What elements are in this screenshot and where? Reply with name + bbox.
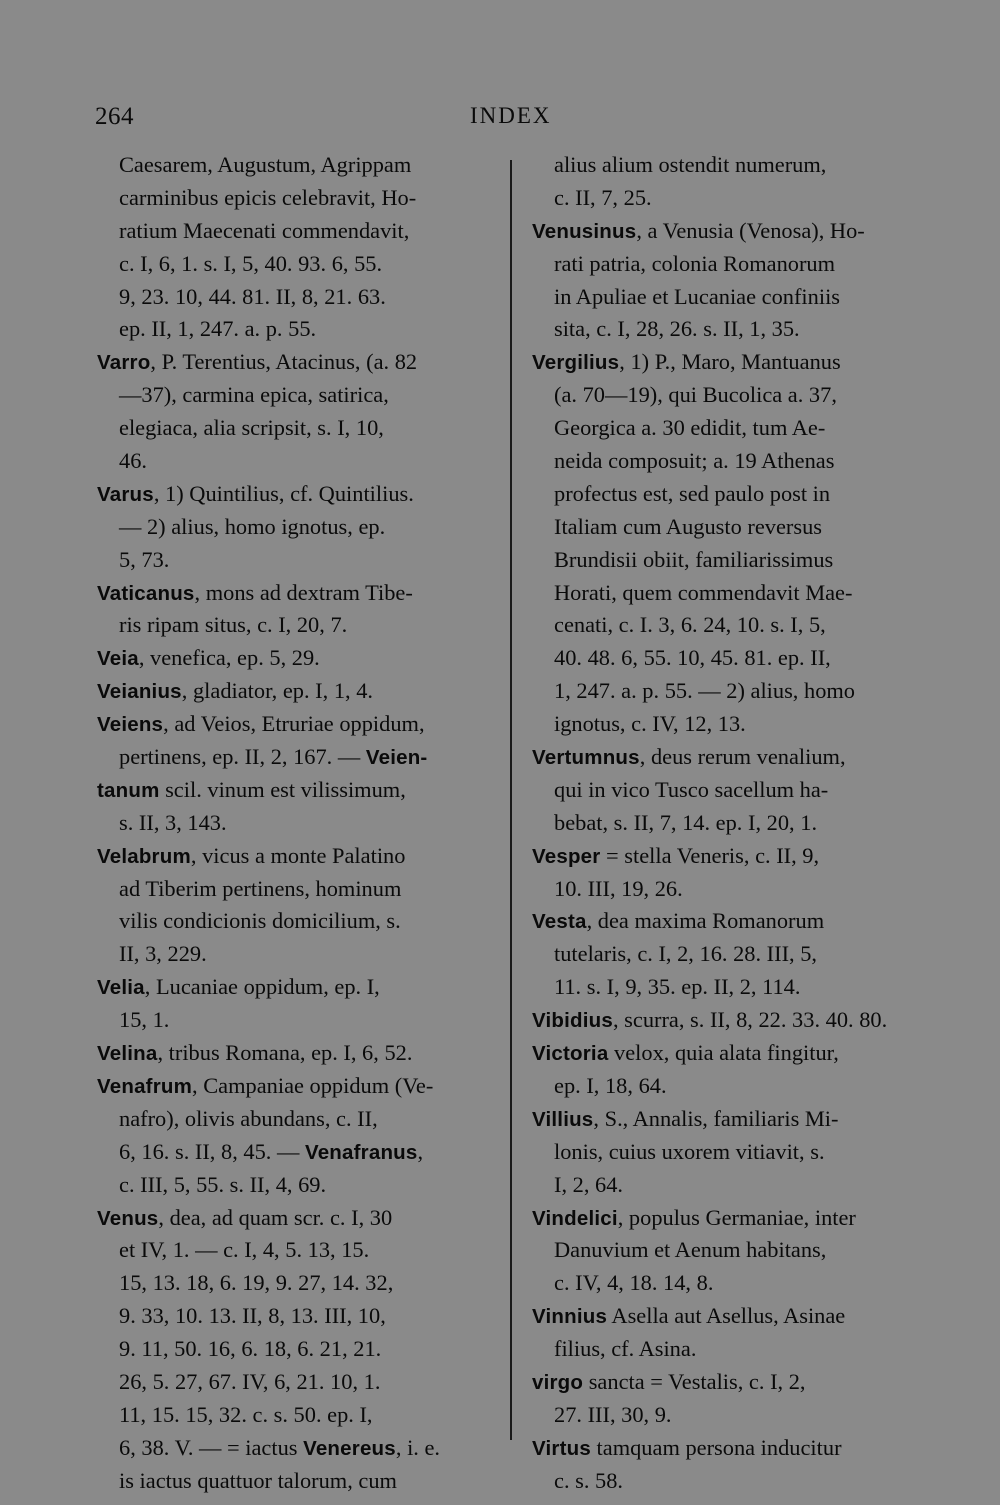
- entry-text: 40. 48. 6, 55. 10, 45. 81. ep. II,: [554, 645, 831, 671]
- entry-text: , 1) P., Maro, Mantuanus: [619, 349, 841, 375]
- index-continuation-line: [532, 708, 924, 741]
- entry-text: ep. I, 18, 64.: [554, 1072, 667, 1098]
- entry-text: 9. 33, 10. 13. II, 8, 13. III, 10,: [119, 1303, 386, 1329]
- entry-text: , Campaniae oppidum (Ve-: [192, 1072, 434, 1098]
- entry-text: , venefica, ep. 5, 29.: [138, 645, 320, 671]
- index-continuation-line: [532, 182, 924, 215]
- index-entry-line: [97, 1070, 489, 1103]
- index-continuation-line: [532, 1070, 924, 1103]
- entry-text: ep. II, 1, 247. a. p. 55.: [119, 316, 317, 342]
- index-continuation-line: [532, 774, 924, 807]
- entry-text: , scurra, s. II, 8, 22. 33. 40. 80.: [612, 1007, 888, 1033]
- index-continuation-line: [532, 1267, 924, 1300]
- index-entry-line: [97, 971, 489, 1004]
- entry-text: —37), carmina epica, satirica,: [119, 382, 389, 408]
- index-entry-line: [97, 675, 489, 708]
- entry-text: 6, 16. s. II, 8, 45. —: [119, 1138, 305, 1164]
- entry-text: lonis, cuius uxorem vitiavit, s.: [554, 1138, 825, 1164]
- entry-text: pertinens, ep. II, 2, 167. —: [119, 744, 366, 770]
- entry-text: Asella aut Asellus, Asinae: [607, 1303, 846, 1329]
- entry-text: , P. Terentius, Atacinus, (a. 82: [150, 349, 418, 375]
- index-continuation-line: [532, 1234, 924, 1267]
- entry-text: ratium Maecenati commendavit,: [119, 217, 410, 243]
- index-continuation-line: [97, 248, 489, 281]
- entry-text: Caesarem, Augustum, Agrippam: [119, 152, 412, 177]
- index-entry-line: [97, 708, 489, 741]
- index-headword: Villius: [532, 1107, 594, 1131]
- page-number: 264: [95, 103, 134, 130]
- entry-text: 6, 38. V. — = iactus: [119, 1434, 304, 1460]
- index-continuation-line: [97, 544, 489, 577]
- index-continuation-line: [532, 313, 924, 346]
- index-entry-line: [97, 642, 489, 675]
- entry-text: vilis condicionis domicilium, s.: [119, 908, 401, 934]
- entry-text: nafro), olivis abundans, c. II,: [119, 1105, 378, 1131]
- index-headword: Venusinus: [532, 219, 637, 243]
- index-headword: Venus: [97, 1206, 159, 1230]
- index-entry-line: [97, 478, 489, 511]
- entry-text: = stella Veneris, c. II, 9,: [600, 842, 820, 868]
- right-column: [532, 149, 924, 1498]
- entry-text: scil. vinum est vilissimum,: [159, 776, 406, 802]
- index-headword: Venereus: [303, 1436, 396, 1460]
- index-continuation-line: [97, 412, 489, 445]
- running-head: INDEX: [470, 103, 552, 128]
- index-headword: tanum: [97, 778, 160, 802]
- index-entry-line: [532, 1432, 924, 1465]
- index-headword: Veiens: [97, 713, 164, 737]
- index-continuation-line: [532, 511, 924, 544]
- index-continuation-line: [532, 149, 924, 182]
- entry-text: 9, 23. 10, 44. 81. II, 8, 21. 63.: [119, 283, 386, 309]
- index-entry-line: [532, 1004, 924, 1037]
- entry-text: et IV, 1. — c. I, 4, 5. 13, 15.: [119, 1237, 370, 1263]
- entry-text: 11, 15. 15, 32. c. s. 50. ep. I,: [119, 1401, 373, 1427]
- index-continuation-line: [97, 511, 489, 544]
- page-header: [0, 103, 1000, 143]
- index-headword: Veianius: [97, 680, 182, 704]
- index-headword: Venafrum: [97, 1074, 193, 1098]
- entry-text: , vicus a monte Palatino: [190, 842, 406, 868]
- index-continuation-line: [532, 642, 924, 675]
- entry-text: Brundisii obiit, familiarissimus: [554, 546, 834, 572]
- entry-text: ignotus, c. IV, 12, 13.: [554, 711, 746, 737]
- column-divider: [510, 160, 512, 1440]
- index-headword: Velina: [97, 1042, 158, 1066]
- entry-text: , mons ad dextram Tibe-: [194, 579, 413, 605]
- index-entry-line: [97, 774, 489, 807]
- index-entry-line: [532, 840, 924, 873]
- index-entry-line: [97, 840, 489, 873]
- index-headword: Veia: [97, 647, 139, 671]
- index-headword: Vibidius: [532, 1009, 613, 1033]
- index-continuation-line: [532, 1136, 924, 1169]
- index-headword: Veien-: [365, 746, 428, 770]
- index-continuation-line: [532, 445, 924, 478]
- index-continuation-line: [97, 379, 489, 412]
- entry-text: tutelaris, c. I, 2, 16. 28. III, 5,: [554, 941, 818, 967]
- entry-text: 9. 11, 50. 16, 6. 18, 6. 21, 21.: [119, 1336, 382, 1362]
- index-headword: Virtus: [532, 1436, 591, 1460]
- entry-text: 15, 1.: [119, 1007, 170, 1033]
- index-continuation-line: [97, 938, 489, 971]
- index-continuation-line: [532, 971, 924, 1004]
- index-continuation-line: [532, 478, 924, 511]
- entry-text: , gladiator, ep. I, 1, 4.: [181, 678, 374, 704]
- index-continuation-line: [97, 1432, 489, 1465]
- entry-text: rati patria, colonia Romanorum: [554, 250, 836, 276]
- entry-text: ad Tiberim pertinens, hominum: [119, 875, 402, 901]
- entry-text: 1, 247. a. p. 55. — 2) alius, homo: [554, 678, 856, 704]
- entry-text: ris ripam situs, c. I, 20, 7.: [119, 612, 348, 638]
- index-continuation-line: [532, 1399, 924, 1432]
- entry-text: c. IV, 4, 18. 14, 8.: [554, 1270, 714, 1296]
- index-entry-line: [532, 1300, 924, 1333]
- index-entry-line: [532, 1103, 924, 1136]
- index-continuation-line: [97, 873, 489, 906]
- entry-text: ,: [417, 1138, 424, 1164]
- entry-text: — 2) alius, homo ignotus, ep.: [119, 513, 386, 539]
- index-entry-line: [532, 1366, 924, 1399]
- index-continuation-line: [97, 1103, 489, 1136]
- index-headword: virgo: [532, 1370, 584, 1394]
- entry-text: , Lucaniae oppidum, ep. I,: [144, 974, 380, 1000]
- entry-text: I, 2, 64.: [554, 1171, 624, 1197]
- index-continuation-line: [97, 182, 489, 215]
- index-continuation-line: [532, 544, 924, 577]
- index-headword: Vertumnus: [532, 746, 640, 770]
- index-headword: Varus: [97, 482, 154, 506]
- index-headword: Vinnius: [532, 1305, 608, 1329]
- index-continuation-line: [532, 675, 924, 708]
- index-continuation-line: [97, 1366, 489, 1399]
- index-continuation-line: [532, 609, 924, 642]
- entry-text: c. II, 7, 25.: [554, 184, 652, 210]
- index-headword: Velabrum: [97, 844, 191, 868]
- entry-text: sancta = Vestalis, c. I, 2,: [583, 1368, 806, 1394]
- entry-text: , i. e.: [395, 1434, 441, 1460]
- entry-text: Georgica a. 30 edidit, tum Ae-: [554, 415, 826, 441]
- entry-text: (a. 70—19), qui Bucolica a. 37,: [554, 382, 837, 408]
- entry-text: velox, quia alata fingitur,: [608, 1040, 839, 1066]
- entry-text: c. III, 5, 55. s. II, 4, 69.: [119, 1171, 327, 1197]
- entry-text: 26, 5. 27, 67. IV, 6, 21. 10, 1.: [119, 1368, 381, 1394]
- index-continuation-line: [532, 379, 924, 412]
- left-column: [97, 149, 489, 1498]
- entry-text: s. II, 3, 143.: [119, 809, 227, 835]
- entry-text: bebat, s. II, 7, 14. ep. I, 20, 1.: [554, 809, 818, 835]
- entry-text: filius, cf. Asina.: [554, 1336, 697, 1362]
- index-headword: Vaticanus: [97, 581, 195, 605]
- entry-text: , 1) Quintilius, cf. Quintilius.: [153, 480, 414, 506]
- index-continuation-line: [97, 313, 489, 346]
- index-continuation-line: [97, 905, 489, 938]
- entry-text: neida composuit; a. 19 Athenas: [554, 448, 835, 474]
- index-continuation-line: [97, 1234, 489, 1267]
- index-continuation-line: [97, 1399, 489, 1432]
- index-continuation-line: [532, 577, 924, 610]
- entry-text: 15, 13. 18, 6. 19, 9. 27, 14. 32,: [119, 1270, 394, 1296]
- entry-text: , tribus Romana, ep. I, 6, 52.: [157, 1040, 413, 1066]
- index-continuation-line: [97, 445, 489, 478]
- index-continuation-line: [532, 281, 924, 314]
- index-headword: Vergilius: [532, 351, 620, 375]
- index-entry-line: [532, 1037, 924, 1070]
- entry-text: 11. s. I, 9, 35. ep. II, 2, 114.: [554, 974, 801, 1000]
- index-entry-line: [97, 1202, 489, 1235]
- index-continuation-line: [97, 1333, 489, 1366]
- entry-text: is iactus quattuor talorum, cum: [119, 1467, 397, 1493]
- index-continuation-line: [97, 1004, 489, 1037]
- index-headword: Velia: [97, 976, 145, 1000]
- entry-text: elegiaca, alia scripsit, s. I, 10,: [119, 415, 384, 441]
- index-entry-line: [532, 1202, 924, 1235]
- index-continuation-line: [532, 873, 924, 906]
- index-continuation-line: [532, 412, 924, 445]
- entry-text: alius alium ostendit numerum,: [554, 152, 827, 177]
- index-entry-line: [532, 905, 924, 938]
- entry-text: in Apuliae et Lucaniae confiniis: [554, 283, 841, 309]
- entry-text: tamquam persona inducitur: [590, 1434, 842, 1460]
- entry-text: sita, c. I, 28, 26. s. II, 1, 35.: [554, 316, 800, 342]
- index-entry-line: [532, 346, 924, 379]
- entry-text: cenati, c. I. 3, 6. 24, 10. s. I, 5,: [554, 612, 826, 638]
- index-continuation-line: [97, 281, 489, 314]
- entry-text: Italiam cum Augusto reversus: [554, 513, 823, 539]
- index-entry-line: [97, 1037, 489, 1070]
- entry-text: II, 3, 229.: [119, 941, 207, 967]
- index-continuation-line: [532, 807, 924, 840]
- entry-text: 5, 73.: [119, 546, 170, 572]
- index-continuation-line: [97, 609, 489, 642]
- entry-text: , dea maxima Romanorum: [586, 908, 825, 934]
- entry-text: c. s. 58.: [554, 1467, 624, 1493]
- entry-text: 46.: [119, 448, 147, 474]
- index-continuation-line: [97, 741, 489, 774]
- entry-text: 10. III, 19, 26.: [554, 875, 683, 901]
- index-continuation-line: [97, 1169, 489, 1202]
- entry-text: , populus Germaniae, inter: [617, 1204, 856, 1230]
- index-headword: Vesta: [532, 910, 587, 934]
- index-continuation-line: [97, 807, 489, 840]
- index-headword: Venafranus: [304, 1140, 418, 1164]
- index-continuation-line: [97, 1300, 489, 1333]
- index-continuation-line: [97, 215, 489, 248]
- index-continuation-line: [532, 248, 924, 281]
- index-headword: Victoria: [532, 1042, 609, 1066]
- entry-text: , S., Annalis, familiaris Mi-: [593, 1105, 839, 1131]
- index-headword: Vindelici: [532, 1206, 618, 1230]
- index-entry-line: [97, 577, 489, 610]
- entry-text: qui in vico Tusco sacellum ha-: [554, 776, 829, 802]
- index-continuation-line: [532, 1333, 924, 1366]
- entry-text: , dea, ad quam scr. c. I, 30: [158, 1204, 393, 1230]
- entry-text: profectus est, sed paulo post in: [554, 480, 831, 506]
- index-continuation-line: [532, 1465, 924, 1498]
- index-headword: Varro: [97, 351, 151, 375]
- entry-text: Horati, quem commendavit Mae-: [554, 579, 853, 605]
- entry-text: Danuvium et Aenum habitans,: [554, 1237, 827, 1263]
- index-continuation-line: [97, 1465, 489, 1498]
- entry-text: 27. III, 30, 9.: [554, 1401, 672, 1427]
- index-entry-line: [532, 215, 924, 248]
- entry-text: , ad Veios, Etruriae oppidum,: [163, 711, 425, 737]
- index-continuation-line: [532, 938, 924, 971]
- index-continuation-line: [532, 1169, 924, 1202]
- index-entry-line: [97, 346, 489, 379]
- index-headword: Vesper: [532, 844, 601, 868]
- index-entry-line: [532, 741, 924, 774]
- index-continuation-line: [97, 1267, 489, 1300]
- entry-text: , deus rerum venalium,: [639, 744, 846, 770]
- entry-text: c. I, 6, 1. s. I, 5, 40. 93. 6, 55.: [119, 250, 383, 276]
- entry-text: , a Venusia (Venosa), Ho-: [636, 217, 865, 243]
- entry-text: carminibus epicis celebravit, Ho-: [119, 184, 417, 210]
- index-continuation-line: [97, 149, 489, 182]
- index-continuation-line: [97, 1136, 489, 1169]
